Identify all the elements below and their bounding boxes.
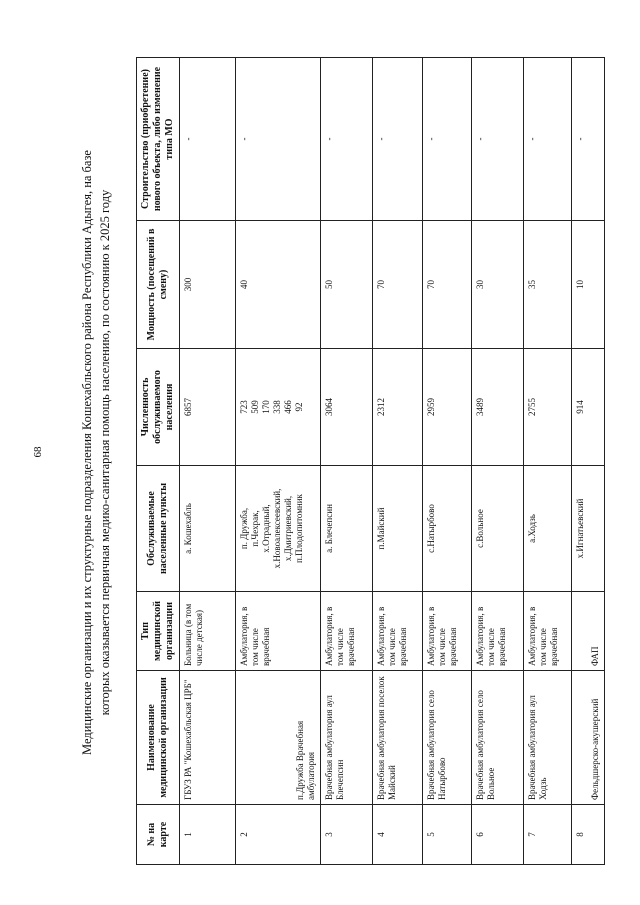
cell-capacity: 35 [524, 221, 572, 349]
cell-construction: - [180, 58, 236, 221]
cell-capacity: 70 [372, 221, 422, 349]
cell-settlements: с.Натырбово [422, 466, 471, 592]
cell-num: 1 [180, 805, 236, 865]
table-row [472, 58, 524, 865]
header-settlements: Обслуживаемые населенные пункты [137, 466, 180, 592]
cell-population: 914 [572, 349, 605, 466]
table-row [572, 58, 605, 865]
title-line-2: которых оказывается первичная медико-санитарная помощь населению, по состоянию к 2025 году [98, 189, 112, 716]
cell-settlements: с.Вольное [472, 466, 524, 592]
cell-num: 5 [422, 805, 471, 865]
header-population: Численность обслуживаемого населения [137, 349, 180, 466]
cell-num: 2 [235, 805, 320, 865]
cell-name: ГБУЗ РА "Кошехабльская ЦРБ" [180, 671, 236, 805]
cell-construction: - [320, 58, 372, 221]
title-line-1: Медицинские организации и их структурные подразделения Кошехабльского района Республики Адыгея, на базе [80, 150, 94, 755]
document-title [78, 20, 114, 885]
cell-name: Врачебная амбулатория поселок Майский [372, 671, 422, 805]
cell-settlements: а. Блечепсин [320, 466, 372, 592]
cell-type: Больница (в том числе детская) [180, 592, 236, 671]
cell-name: Врачебная амбулатория село Вольное [472, 671, 524, 805]
cell-name: Врачебная амбулатория село Натырбово [422, 671, 471, 805]
cell-name: п.Дружба Врачебная амбулатория [235, 671, 320, 805]
cell-settlements: а.Ходзь [524, 466, 572, 592]
cell-capacity: 300 [180, 221, 236, 349]
cell-type: Амбулатория, в том числе врачебная [422, 592, 471, 671]
header-org-type: Тип медицинской организации [137, 592, 180, 671]
cell-construction: - [372, 58, 422, 221]
table-row [320, 58, 372, 865]
cell-name: Врачебная амбулатория аул Блечепсин [320, 671, 372, 805]
page-number: 68 [32, 446, 44, 458]
cell-type: Амбулатория, в том числе врачебная [524, 592, 572, 671]
cell-population: 723 509 170 338 466 92 [235, 349, 320, 466]
cell-num: 7 [524, 805, 572, 865]
table-row [235, 58, 320, 865]
medical-organizations-table [136, 57, 605, 865]
cell-name: Врачебная амбулатория аул Ходзь [524, 671, 572, 805]
cell-settlements: п. Дружба, п.Чехрак, х.Отрадный, х.Новоалексеевский, х.Дмитриевский, п.Плодопитомник [235, 466, 320, 592]
cell-population: 6857 [180, 349, 236, 466]
cell-type: Амбулатория, в том числе врачебная [472, 592, 524, 671]
table-row [422, 58, 471, 865]
cell-capacity: 40 [235, 221, 320, 349]
header-capacity: Мощность (посещений в смену) [137, 221, 180, 349]
cell-num: 6 [472, 805, 524, 865]
header-org-name: Наименование медицинской организации [137, 671, 180, 805]
cell-settlements: х.Игнатьевский [572, 466, 605, 592]
header-construction: Строительство (приобретение) нового объекта, либо изменение типа МО [137, 58, 180, 221]
header-map-number: № на карте [137, 805, 180, 865]
cell-num: 3 [320, 805, 372, 865]
cell-construction: - [572, 58, 605, 221]
cell-settlements: а. Кошехабль [180, 466, 236, 592]
cell-population: 2312 [372, 349, 422, 466]
cell-type: ФАП [572, 592, 605, 671]
cell-construction: - [422, 58, 471, 221]
cell-name: Фельдшерско-акушерский [572, 671, 605, 805]
table-header-row [137, 58, 180, 865]
cell-population: 3064 [320, 349, 372, 466]
cell-capacity: 30 [472, 221, 524, 349]
cell-capacity: 50 [320, 221, 372, 349]
cell-type: Амбулатория, в том числе врачебная [235, 592, 320, 671]
cell-population: 2959 [422, 349, 471, 466]
cell-population: 2755 [524, 349, 572, 466]
cell-capacity: 70 [422, 221, 471, 349]
cell-construction: - [524, 58, 572, 221]
cell-type: Амбулатория, в том числе врачебная [372, 592, 422, 671]
cell-construction: - [472, 58, 524, 221]
cell-settlements: п.Майский [372, 466, 422, 592]
cell-type: Амбулатория, в том числе врачебная [320, 592, 372, 671]
cell-population: 3489 [472, 349, 524, 466]
table-row [180, 58, 236, 865]
cell-capacity: 10 [572, 221, 605, 349]
table-row [524, 58, 572, 865]
cell-num: 4 [372, 805, 422, 865]
cell-construction: - [235, 58, 320, 221]
cell-num: 8 [572, 805, 605, 865]
table-row [372, 58, 422, 865]
